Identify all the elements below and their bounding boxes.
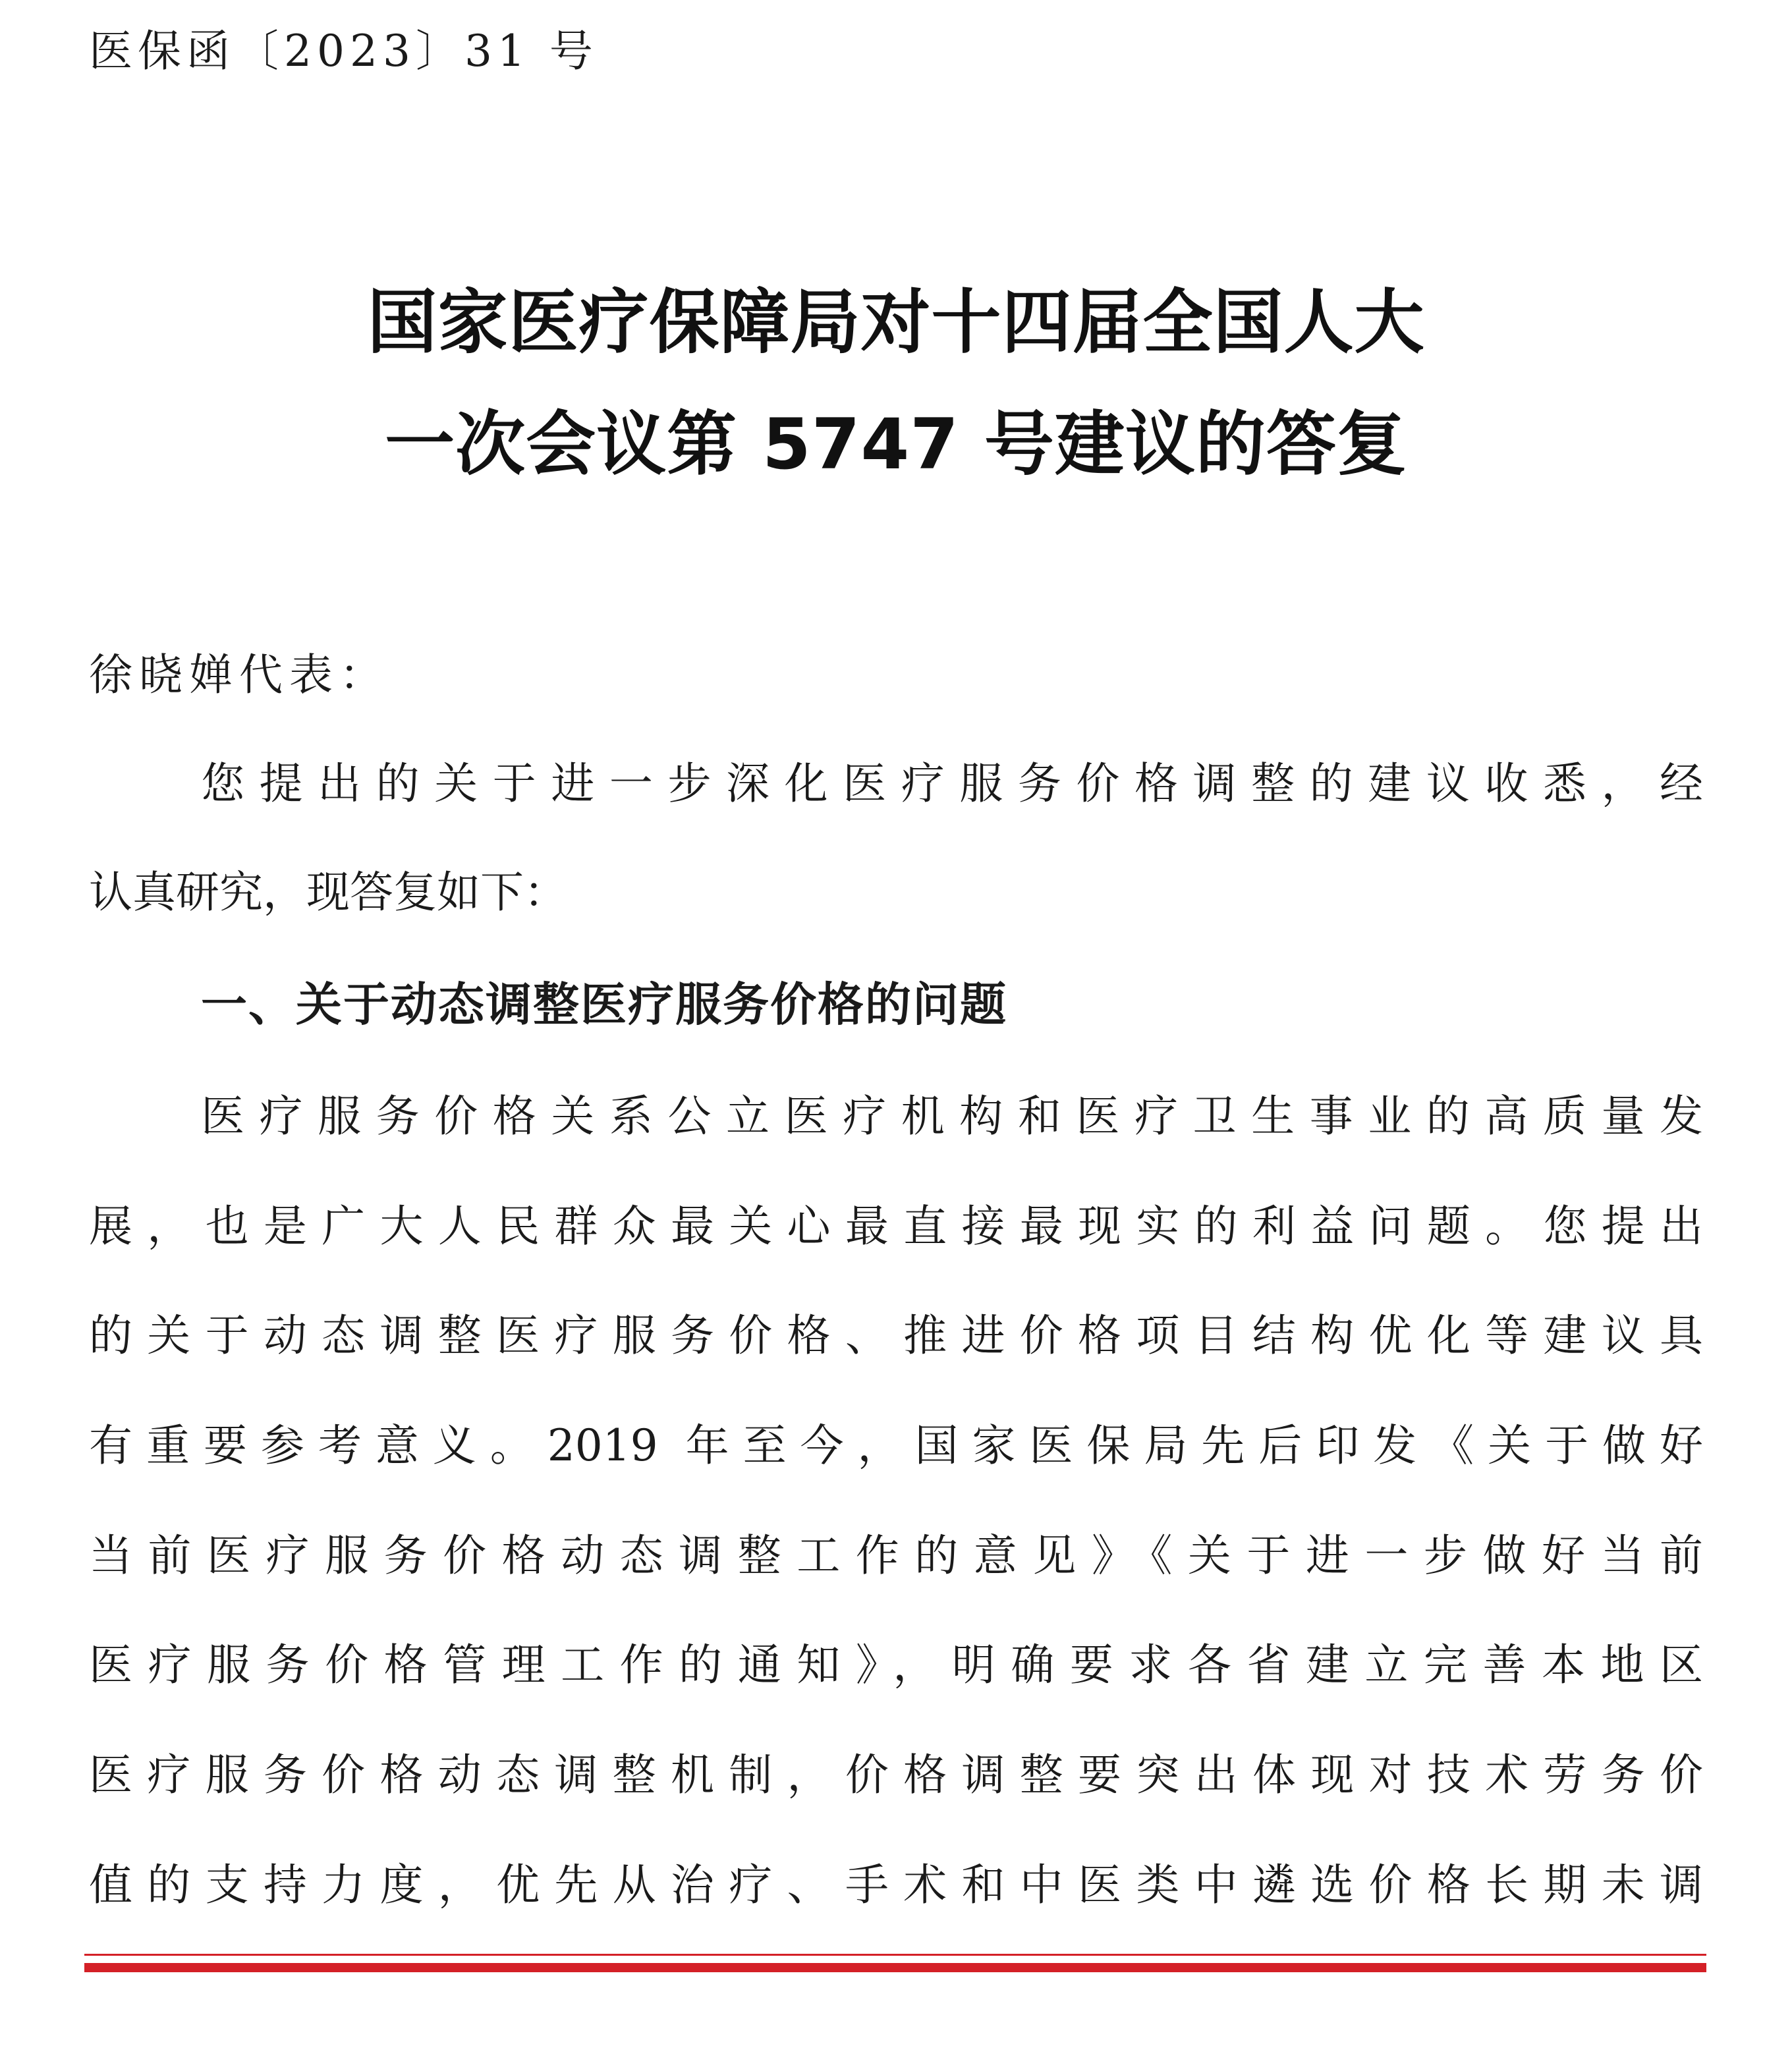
body-line: 医疗服务价格关系公立医疗机构和医疗卫生事业的高质量发 (201, 1091, 1703, 1142)
body-line: 当前医疗服务价格动态调整工作的意见》《关于进一步做好当前 (89, 1530, 1703, 1581)
intro-line-1: 您提出的关于进一步深化医疗服务价格调整的建议收悉，经 (201, 758, 1703, 809)
body-line: 的关于动态调整医疗服务价格、推进价格项目结构优化等建议具 (89, 1310, 1703, 1361)
body-line: 医疗服务价格管理工作的通知》，明确要求各省建立完善本地区 (89, 1640, 1703, 1690)
document-title-line-1: 国家医疗保障局对十四届全国人大 (367, 282, 1425, 363)
document-title-line-2: 一次会议第 5747 号建议的答复 (385, 404, 1407, 485)
body-line: 医疗服务价格动态调整机制，价格调整要突出体现对技术劳务价 (89, 1750, 1703, 1800)
body-line: 值的支持力度，优先从治疗、手术和中医类中遴选价格长期未调 (89, 1860, 1703, 1910)
body-line: 展，也是广大人民群众最关心最直接最现实的利益问题。您提出 (89, 1201, 1703, 1252)
salutation: 徐晓婵代表： (89, 650, 389, 700)
footer-red-rule-thin (84, 1954, 1706, 1956)
document-number: 医保函〔2023〕31 号 (89, 26, 598, 76)
intro-line-2: 认真研究，现答复如下： (89, 867, 567, 918)
section-heading-1: 一、关于动态调整医疗服务价格的问题 (201, 978, 1007, 1032)
body-line: 有重要参考意义。2019 年至今，国家医保局先后印发《关于做好 (89, 1420, 1703, 1471)
footer-red-rule-thick (84, 1963, 1706, 1972)
